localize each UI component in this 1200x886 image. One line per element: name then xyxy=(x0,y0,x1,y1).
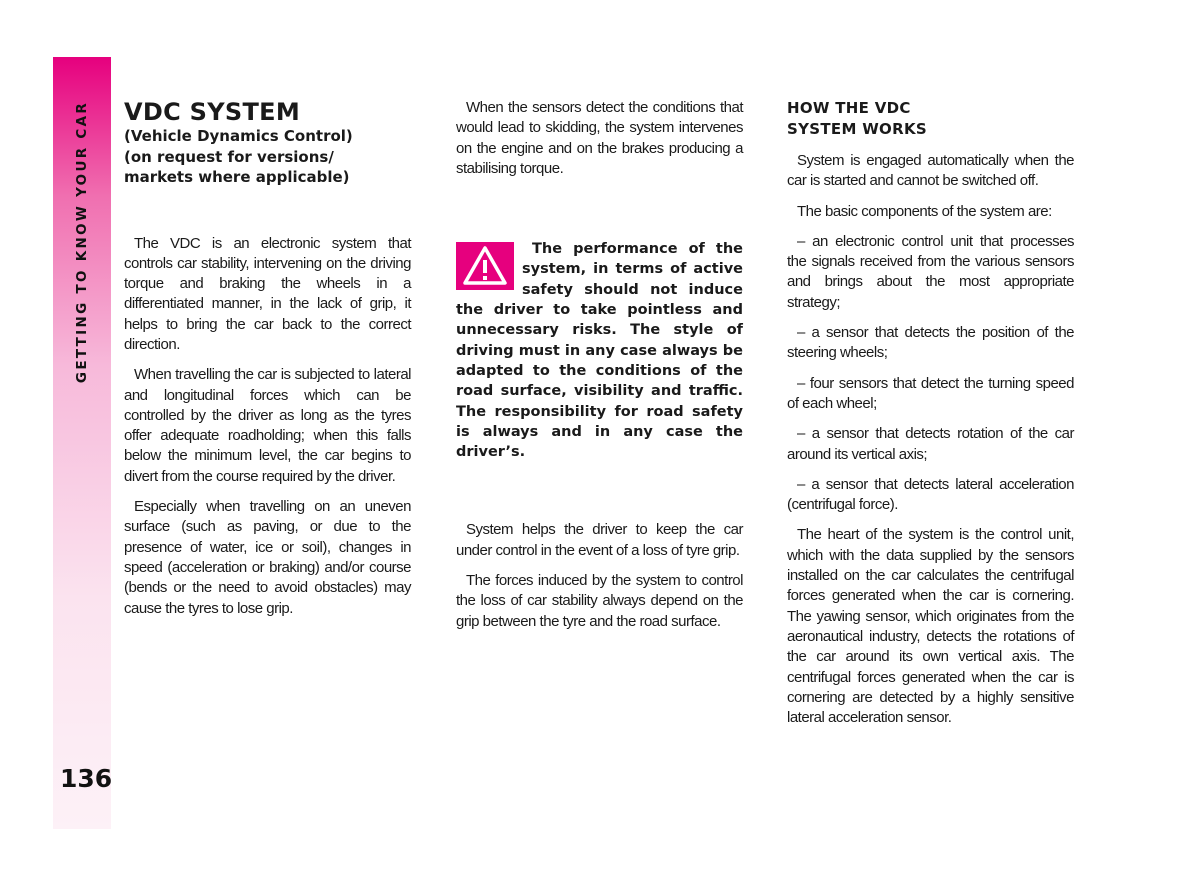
page-number: 136 xyxy=(60,764,113,793)
list-item: – a sensor that detects rotation of the car around its vertical axis; xyxy=(787,425,1074,463)
warning-box xyxy=(456,239,743,462)
body-paragraph: When the sensors detect the conditions that would lead to skidding, the system intervenes on the engine and on the brakes producing a stabilising torque. xyxy=(456,99,743,177)
subtitle-line: (on request for versions/ xyxy=(124,147,334,166)
list-item: – a sensor that detects the position of the steering wheels; xyxy=(787,324,1074,362)
heading-line: HOW THE VDC xyxy=(787,99,911,117)
column-3 xyxy=(787,98,1074,738)
page-title: VDC SYSTEM xyxy=(124,98,301,126)
warning-triangle-icon xyxy=(456,242,514,290)
body-paragraph: The VDC is an electronic system that controls car stability, intervening on the driving torque and braking the wheels in a differentiated manner, in the lack of grip, it helps to bring the car back to the correct direction. xyxy=(124,234,411,353)
body-paragraph: System helps the driver to keep the car under control in the event of a loss of tyre grip. xyxy=(456,521,743,559)
subtitle-line: markets where applicable) xyxy=(124,168,350,186)
body-paragraph: When travelling the car is subjected to lateral and longitudinal forces which can be controlled by the driver as long as the tyres offer adequate roadholding; when this falls below the minimum level, the car begins to divert from the course required by the driver. xyxy=(124,366,411,485)
body-paragraph: The forces induced by the system to control the loss of car stability always depend on the grip between the tyre and the road surface. xyxy=(456,572,743,630)
spacer xyxy=(456,189,743,239)
body-paragraph: The heart of the system is the control unit, which with the data supplied by the sensors installed on the car calculates the centrifugal forces generated when the car is cornering. The yawing sensor, which originates from the aeronautical industry, detects the rotations of the car around its own vertical axis. The centrifugal forces generated when the car is cornering are detected by a highly sensitive lateral acceleration sensor. xyxy=(787,526,1074,727)
list-item: – a sensor that detects lateral acceleration (centrifugal force). xyxy=(787,475,1074,514)
section-heading xyxy=(787,98,1074,140)
column-2 xyxy=(456,98,743,642)
list-item: – an electronic control unit that processes the signals received from the various sensors and brings about the most appropriate strategy; xyxy=(787,232,1074,311)
spacer xyxy=(456,472,743,520)
list-item: – four sensors that detect the turning speed of each wheel; xyxy=(787,374,1074,412)
subtitle-line: (Vehicle Dynamics Control) xyxy=(124,127,353,145)
body-paragraph: System is engaged automatically when the car is started and cannot be switched off. xyxy=(787,152,1074,190)
body-paragraph: Especially when travelling on an uneven surface (such as paving, or due to the presence of water, ice or soil), changes in speed (acceleration or braking) and/or course (bends or the need to avoid obstacles) may cause the tyres to lose grip. xyxy=(124,498,411,617)
section-label: GETTING TO KNOW YOUR CAR xyxy=(74,100,90,384)
spacer xyxy=(124,188,411,234)
heading-line: SYSTEM WORKS xyxy=(787,120,927,138)
column-1 xyxy=(124,98,411,629)
warning-text: The performance of the system, in terms of active safety should not induce the driver to take pointless and unnecessary risks. The style of driving must in any case always be adapted to the conditions of the road surface, visibility and traffic. The responsibility for road safety is always and in any case the driver’s. xyxy=(456,241,743,461)
body-paragraph: The basic components of the system are: xyxy=(797,202,1052,220)
